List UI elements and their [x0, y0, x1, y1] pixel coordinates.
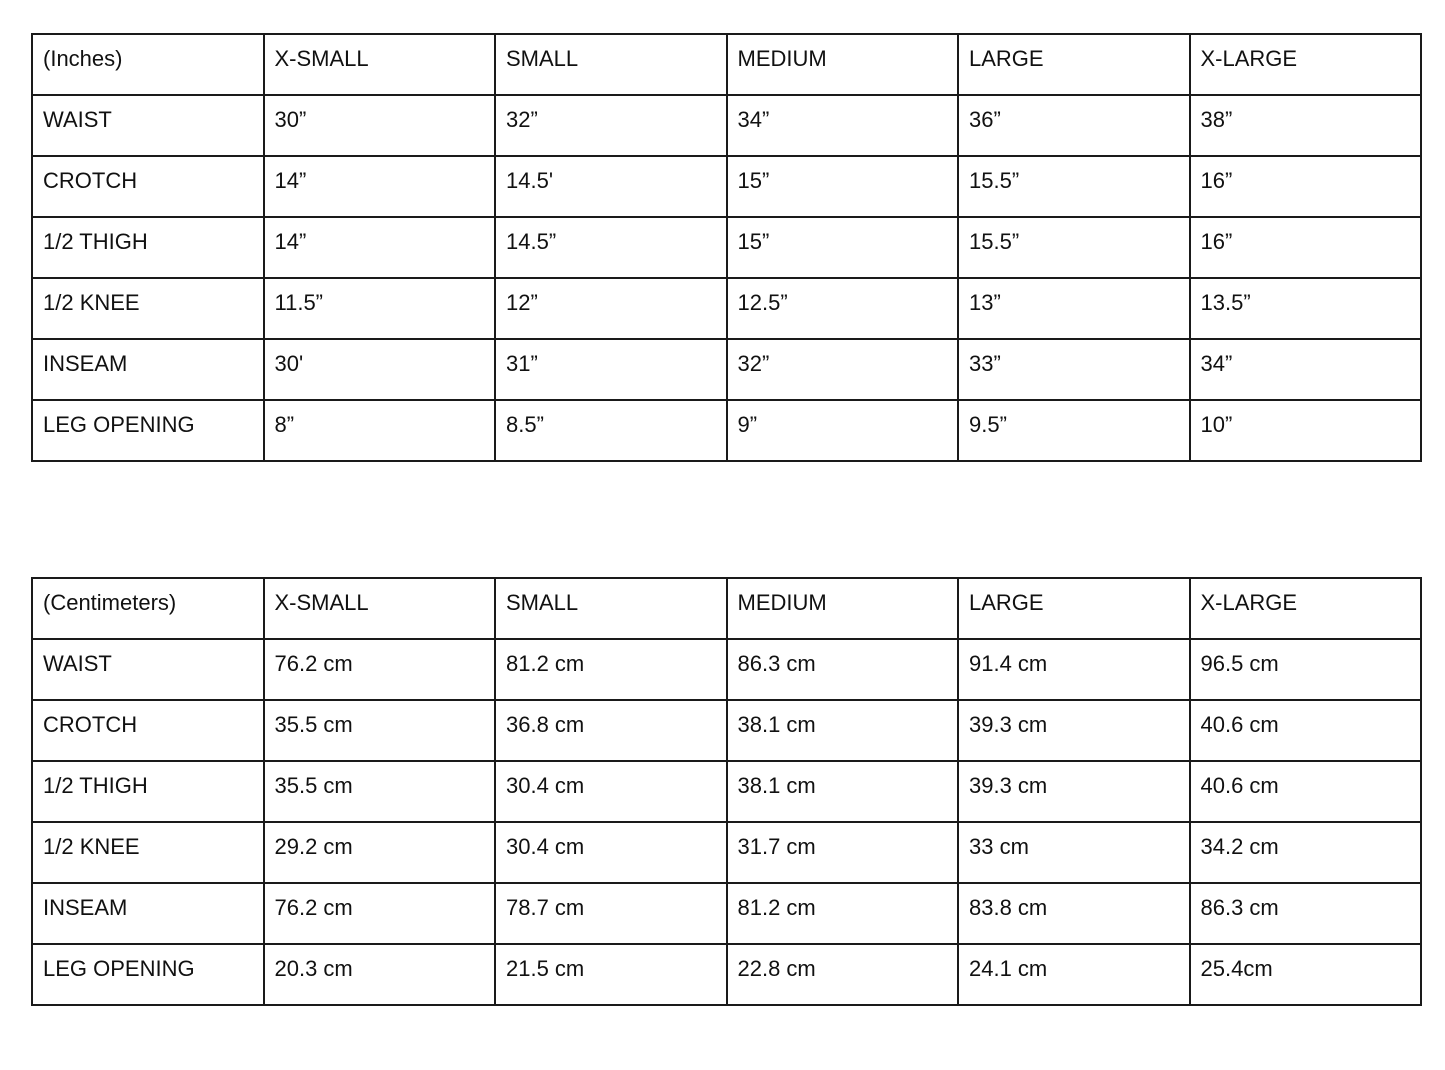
size-header-x-small: X-SMALL: [264, 578, 496, 639]
row-label: LEG OPENING: [32, 944, 264, 1005]
table-row-leg-opening: [32, 944, 1421, 1005]
table-cell: 13”: [958, 278, 1190, 339]
size-header-x-large: X-LARGE: [1190, 578, 1422, 639]
size-header-small: SMALL: [495, 34, 727, 95]
size-header-medium: MEDIUM: [727, 34, 959, 95]
table-cell: 14”: [264, 156, 496, 217]
table-cell: 12.5”: [727, 278, 959, 339]
table-cell: 31”: [495, 339, 727, 400]
row-label: INSEAM: [32, 883, 264, 944]
table-row-waist: [32, 639, 1421, 700]
table-header-row: [32, 578, 1421, 639]
table-cell: 20.3 cm: [264, 944, 496, 1005]
table-cell: 32”: [727, 339, 959, 400]
table-cell: 36.8 cm: [495, 700, 727, 761]
table-cell: 9”: [727, 400, 959, 461]
table-cell: 15.5”: [958, 156, 1190, 217]
table-cell: 81.2 cm: [495, 639, 727, 700]
table-cell: 33”: [958, 339, 1190, 400]
table-cell: 81.2 cm: [727, 883, 959, 944]
table-cell: 76.2 cm: [264, 883, 496, 944]
table-cell: 83.8 cm: [958, 883, 1190, 944]
table-cell: 76.2 cm: [264, 639, 496, 700]
table-cell: 32”: [495, 95, 727, 156]
table-row-waist: [32, 95, 1421, 156]
table-cell: 11.5”: [264, 278, 496, 339]
row-label: 1/2 KNEE: [32, 822, 264, 883]
table-row-half-knee: [32, 278, 1421, 339]
table-cell: 22.8 cm: [727, 944, 959, 1005]
table-row-half-knee: [32, 822, 1421, 883]
table-row-half-thigh: [32, 761, 1421, 822]
table-cell: 8”: [264, 400, 496, 461]
row-label: LEG OPENING: [32, 400, 264, 461]
table-cell: 15”: [727, 217, 959, 278]
table-cell: 14”: [264, 217, 496, 278]
row-label: WAIST: [32, 639, 264, 700]
table-cell: 30.4 cm: [495, 761, 727, 822]
table-row-inseam: [32, 339, 1421, 400]
unit-label-cell: (Centimeters): [32, 578, 264, 639]
table-cell: 38.1 cm: [727, 700, 959, 761]
table-cell: 24.1 cm: [958, 944, 1190, 1005]
table-cell: 39.3 cm: [958, 700, 1190, 761]
table-cell: 16”: [1190, 217, 1422, 278]
table-cell: 40.6 cm: [1190, 700, 1422, 761]
table-row-crotch: [32, 700, 1421, 761]
table-cell: 36”: [958, 95, 1190, 156]
table-cell: 30”: [264, 95, 496, 156]
table-header-row: [32, 34, 1421, 95]
table-cell: 25.4cm: [1190, 944, 1422, 1005]
table-cell: 96.5 cm: [1190, 639, 1422, 700]
size-header-large: LARGE: [958, 34, 1190, 95]
row-label: WAIST: [32, 95, 264, 156]
table-row-half-thigh: [32, 217, 1421, 278]
table-cell: 86.3 cm: [1190, 883, 1422, 944]
table-cell: 14.5': [495, 156, 727, 217]
table-cell: 38”: [1190, 95, 1422, 156]
size-header-x-large: X-LARGE: [1190, 34, 1422, 95]
table-cell: 31.7 cm: [727, 822, 959, 883]
size-header-medium: MEDIUM: [727, 578, 959, 639]
table-cell: 13.5”: [1190, 278, 1422, 339]
size-chart-inches-table: [31, 33, 1422, 462]
table-cell: 21.5 cm: [495, 944, 727, 1005]
row-label: INSEAM: [32, 339, 264, 400]
row-label: 1/2 KNEE: [32, 278, 264, 339]
table-cell: 91.4 cm: [958, 639, 1190, 700]
table-cell: 30': [264, 339, 496, 400]
table-cell: 35.5 cm: [264, 761, 496, 822]
table-cell: 8.5”: [495, 400, 727, 461]
size-chart-centimeters-table: [31, 577, 1422, 1006]
table-cell: 38.1 cm: [727, 761, 959, 822]
table-cell: 9.5”: [958, 400, 1190, 461]
size-header-x-small: X-SMALL: [264, 34, 496, 95]
row-label: CROTCH: [32, 700, 264, 761]
row-label: 1/2 THIGH: [32, 217, 264, 278]
table-cell: 39.3 cm: [958, 761, 1190, 822]
table-cell: 78.7 cm: [495, 883, 727, 944]
table-cell: 40.6 cm: [1190, 761, 1422, 822]
table-cell: 35.5 cm: [264, 700, 496, 761]
table-row-inseam: [32, 883, 1421, 944]
table-cell: 34.2 cm: [1190, 822, 1422, 883]
table-cell: 33 cm: [958, 822, 1190, 883]
row-label: 1/2 THIGH: [32, 761, 264, 822]
table-cell: 86.3 cm: [727, 639, 959, 700]
table-cell: 15”: [727, 156, 959, 217]
size-header-small: SMALL: [495, 578, 727, 639]
table-cell: 16”: [1190, 156, 1422, 217]
row-label: CROTCH: [32, 156, 264, 217]
unit-label-cell: (Inches): [32, 34, 264, 95]
table-cell: 14.5”: [495, 217, 727, 278]
table-row-leg-opening: [32, 400, 1421, 461]
table-cell: 30.4 cm: [495, 822, 727, 883]
table-cell: 12”: [495, 278, 727, 339]
table-cell: 34”: [1190, 339, 1422, 400]
table-cell: 29.2 cm: [264, 822, 496, 883]
table-cell: 34”: [727, 95, 959, 156]
table-cell: 15.5”: [958, 217, 1190, 278]
size-header-large: LARGE: [958, 578, 1190, 639]
table-cell: 10”: [1190, 400, 1422, 461]
table-row-crotch: [32, 156, 1421, 217]
